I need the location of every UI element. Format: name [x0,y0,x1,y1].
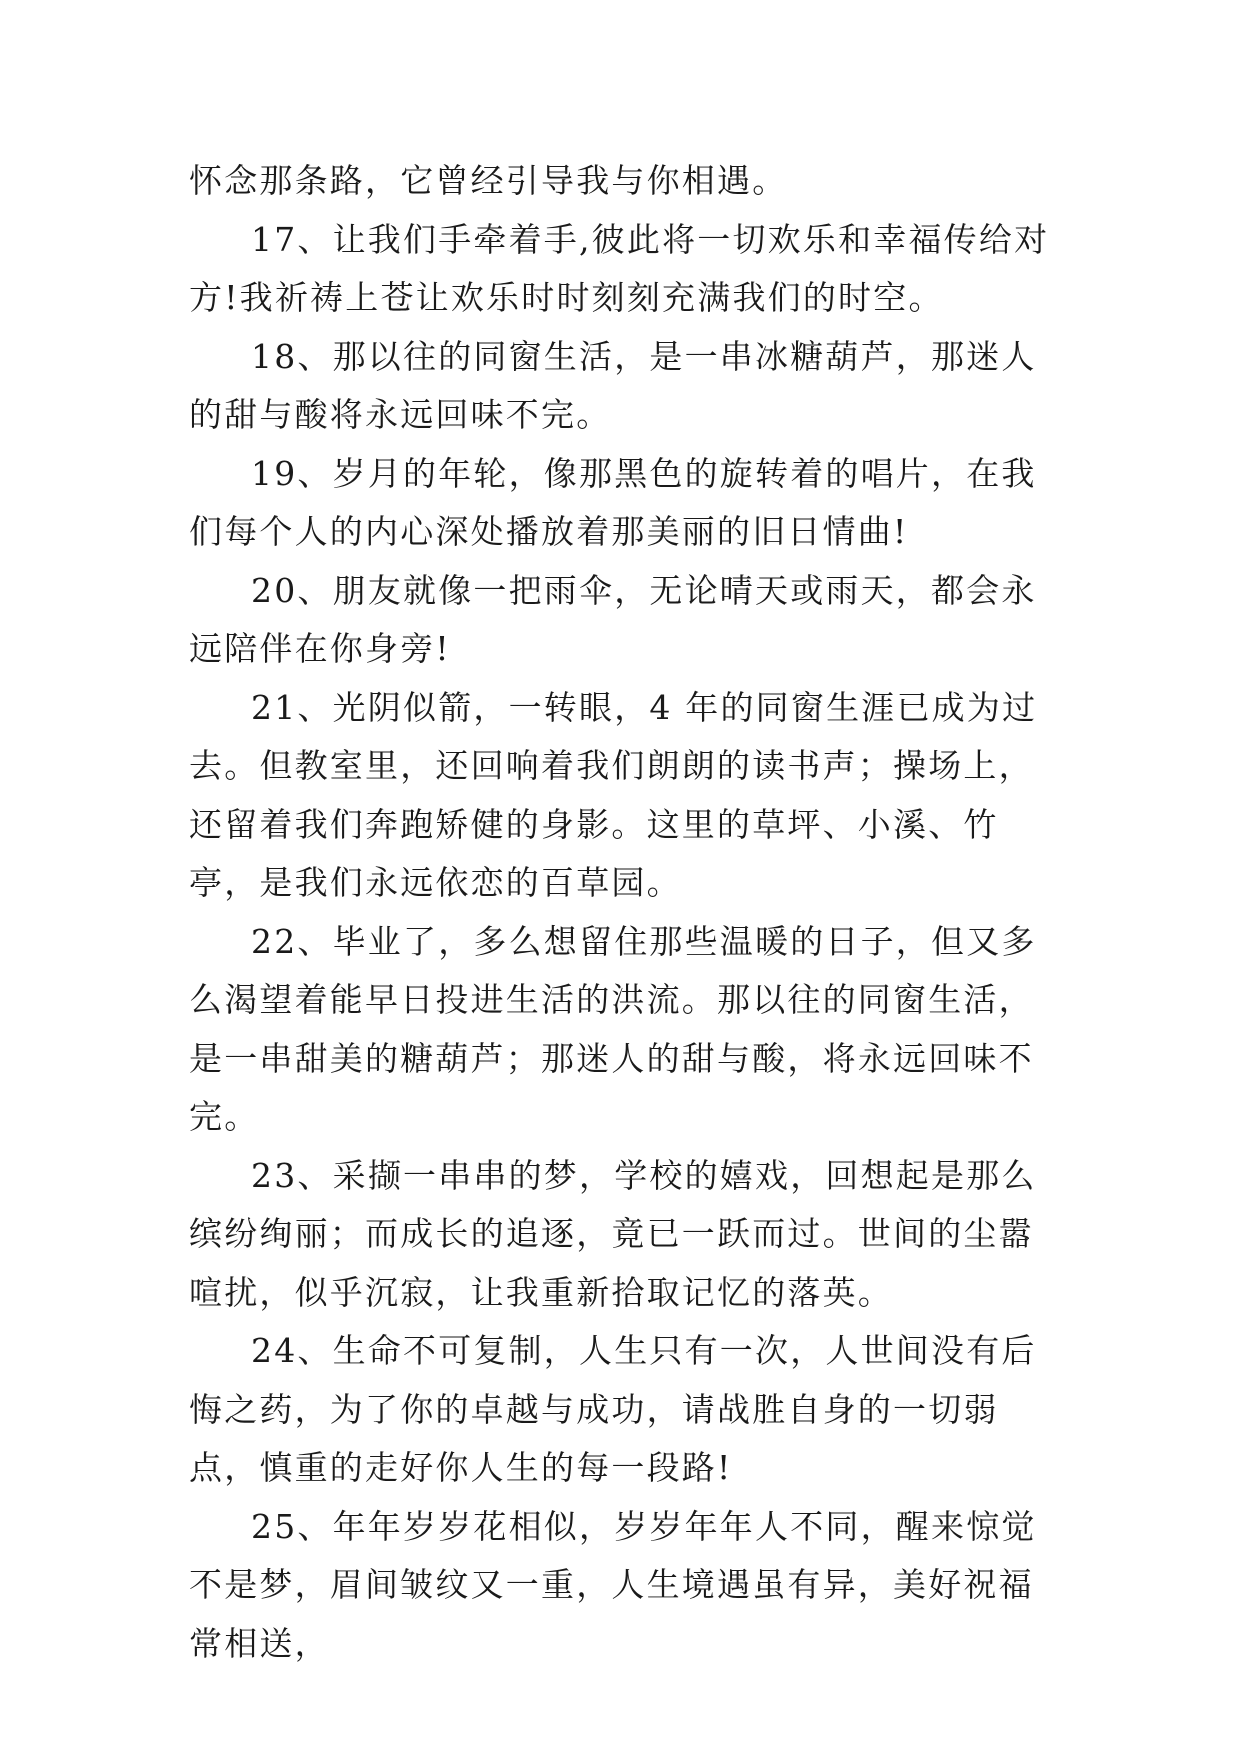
paragraph-19: 19、岁月的年轮，像那黑色的旋转着的唱片，在我们每个人的内心深处播放着那美丽的旧日情曲! [189,453,1037,551]
paragraph-25: 25、年年岁岁花相似，岁岁年年人不同，醒来惊觉不是梦，眉间皱纹又一重，人生境遇虽有异，美好祝福常相送， [189,1506,1037,1663]
paragraph-22: 22、毕业了，多么想留住那些温暖的日子，但又多么渴望着能早日投进生活的洪流。那以往的同窗生活，是一串甜美的糖葫芦；那迷人的甜与酸，将永远回味不完。 [189,921,1037,1136]
paragraph-20: 20、朋友就像一把雨伞，无论晴天或雨天，都会永远陪伴在你身旁! [189,570,1037,668]
paragraph-continuation: 怀念那条路，它曾经引导我与你相遇。 [189,161,788,200]
paragraph-17: 17、让我们手牵着手,彼此将一切欢乐和幸福传给对方!我祈祷上苍让欢乐时时刻刻充满我们的时空。 [189,219,1050,317]
paragraph-21: 21、光阴似箭，一转眼，4 年的同窗生涯已成为过去。但教室里，还回响着我们朗朗的读书声；操场上，还留着我们奔跑矫健的身影。这里的草坪、小溪、竹亭，是我们永远依恋的百草园。 [189,687,1038,902]
paragraph-18: 18、那以往的同窗生活，是一串冰糖葫芦，那迷人的甜与酸将永远回味不完。 [189,336,1037,434]
paragraph-24: 24、生命不可复制，人生只有一次，人世间没有后悔之药，为了你的卓越与成功，请战胜自身的一切弱点，慎重的走好你人生的每一段路! [189,1331,1037,1487]
paragraph-23: 23、采撷一串串的梦，学校的嬉戏，回想起是那么缤纷绚丽；而成长的追逐，竟已一跃而过。世间的尘嚣喧扰，似乎沉寂，让我重新拾取记忆的落英。 [189,1155,1037,1312]
document-body [189,152,1059,1673]
